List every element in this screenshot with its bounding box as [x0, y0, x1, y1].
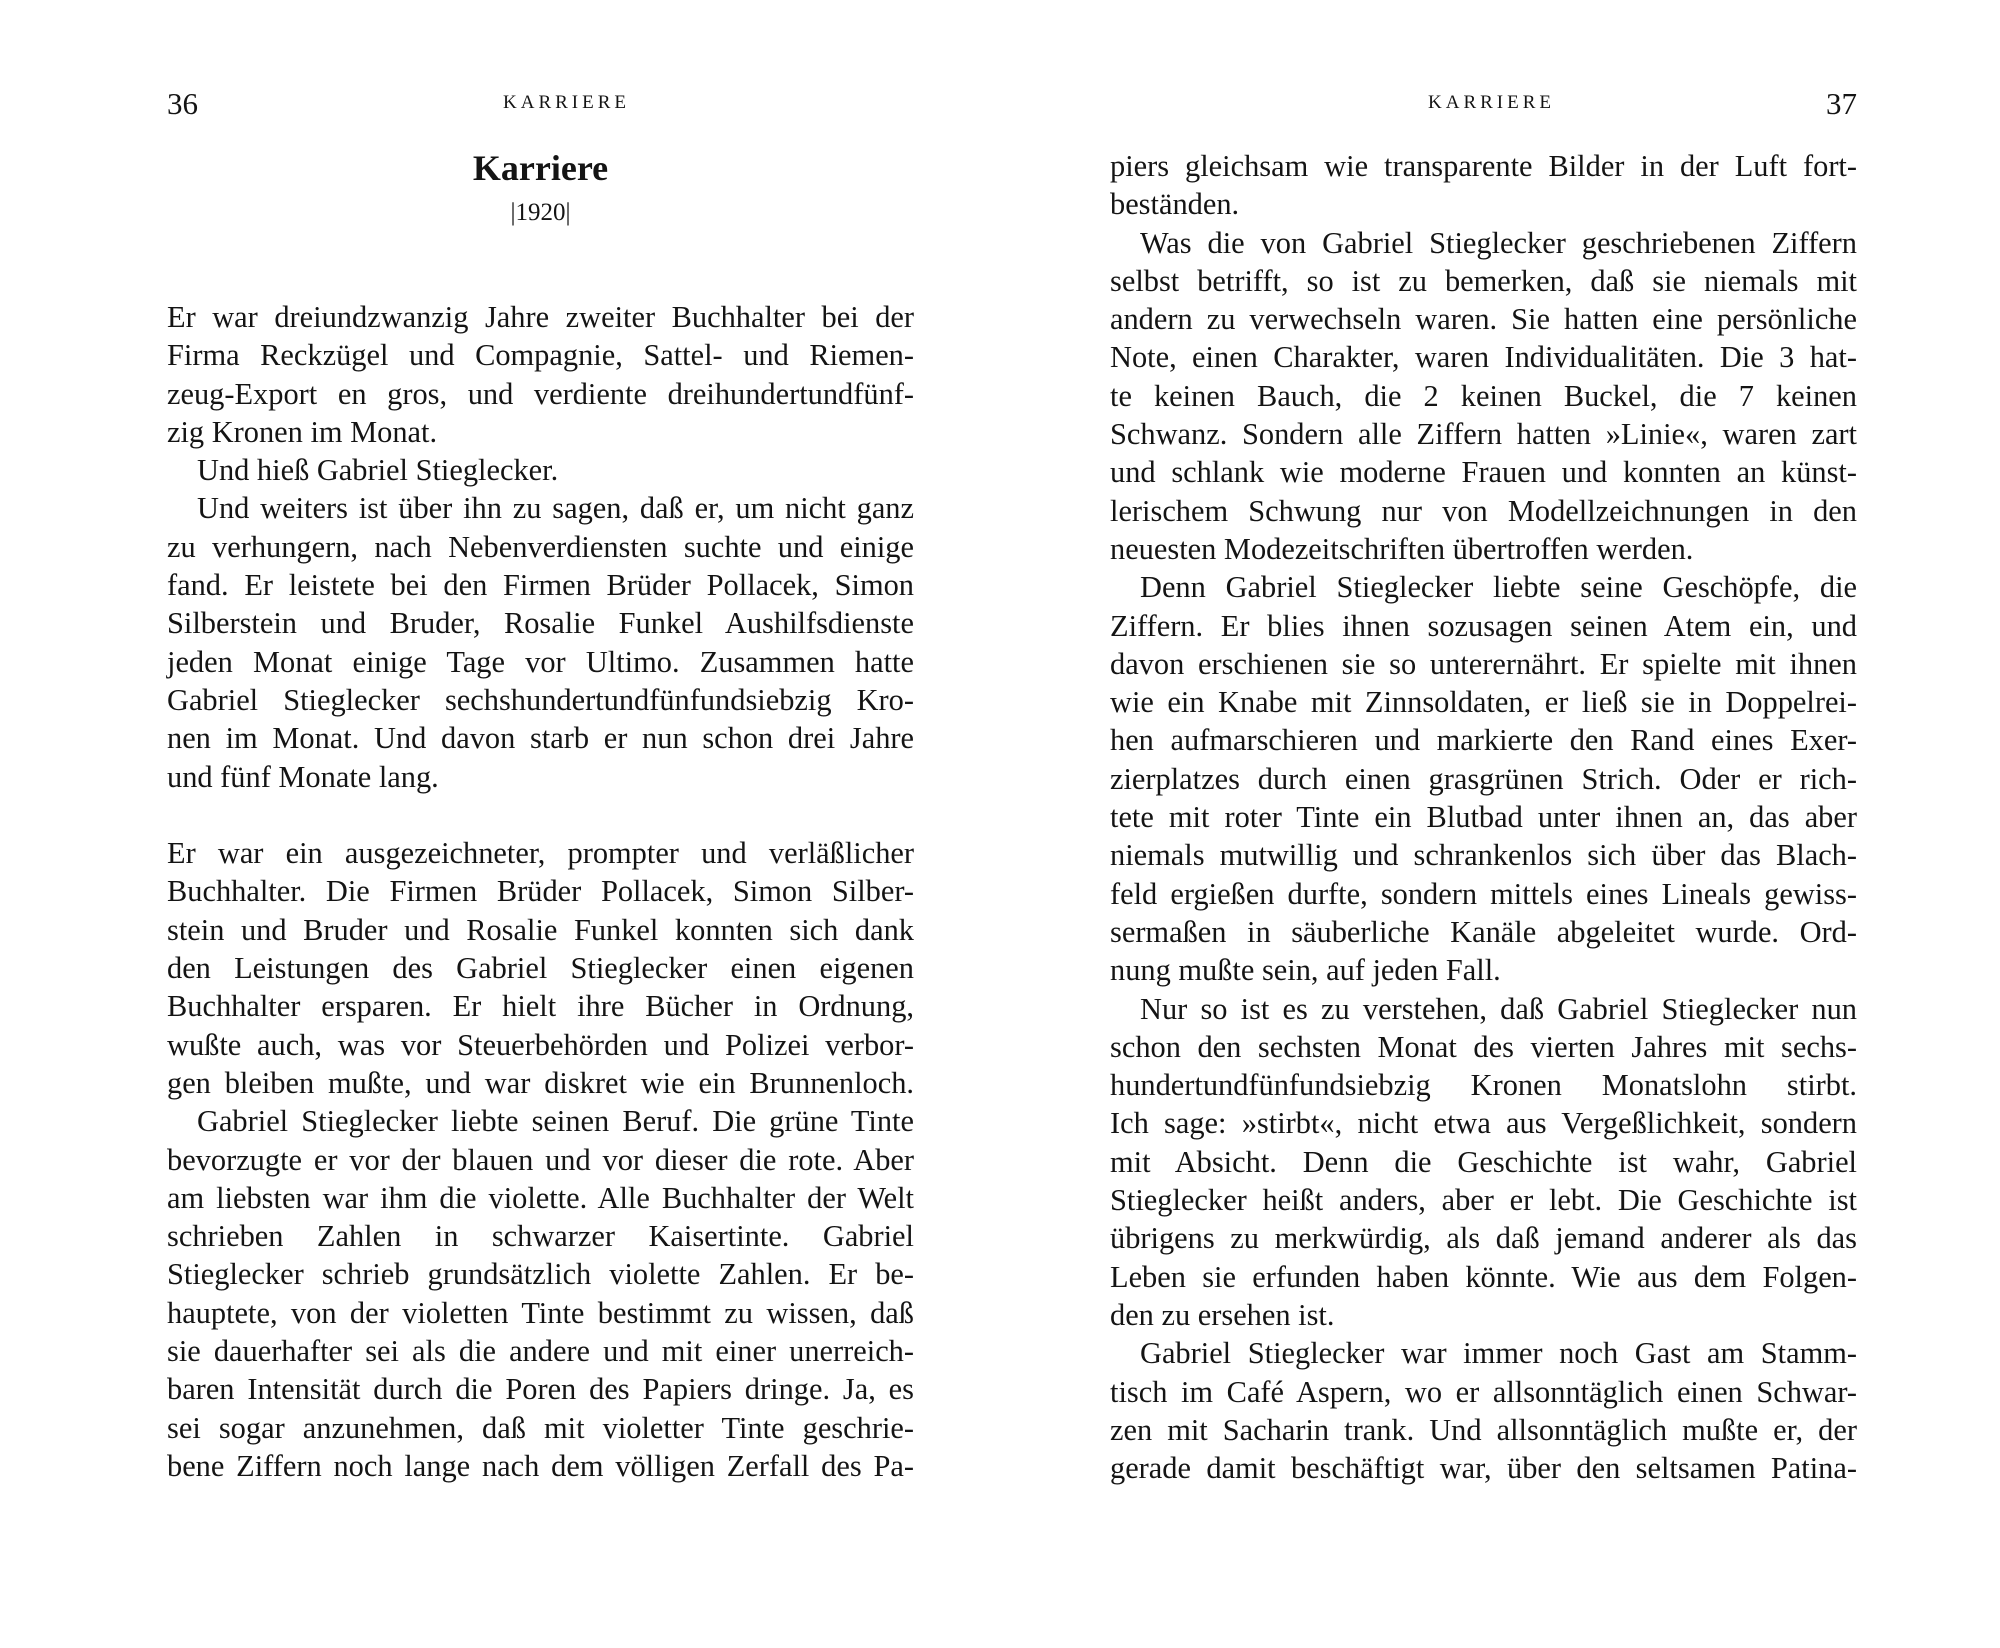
text-line: Leben sie erfunden haben könnte. Wie aus dem Folgen-: [1110, 1259, 1857, 1294]
text-line: Nur so ist es zu verstehen, daß Gabriel Stieglecker nun: [1140, 991, 1857, 1026]
text-line: den zu ersehen ist.: [1110, 1297, 1335, 1332]
text-line: Und weiters ist über ihn zu sagen, daß er, um nicht ganz: [197, 491, 914, 526]
text-line: bevorzugte er vor der blauen und vor dieser die rote. Aber: [167, 1142, 914, 1177]
text-line: hen aufmarschieren und markierte den Rand eines Exer-: [1110, 723, 1857, 758]
text-line: zu verhungern, nach Nebenverdiensten suchte und einige: [167, 529, 914, 564]
text-line: hauptete, von der violetten Tinte bestimmt zu wissen, daß: [167, 1295, 914, 1330]
body-text: [167, 298, 914, 1485]
left-page: [167, 0, 914, 1648]
text-line: zierplatzes durch einen grasgrünen Strich. Oder er rich-: [1110, 761, 1857, 796]
text-line: neuesten Modezeitschriften übertroffen werden.: [1110, 531, 1694, 566]
text-line: und fünf Monate lang.: [167, 759, 439, 794]
text-line: sermaßen in säuberliche Kanäle abgeleitet wurde. Ord-: [1110, 914, 1857, 949]
text-line: Er war dreiundzwanzig Jahre zweiter Buchhalter bei der: [167, 300, 914, 334]
text-line: tete mit roter Tinte ein Blutbad unter ihnen an, das aber: [1110, 800, 1857, 835]
text-line: jeden Monat einige Tage vor Ultimo. Zusammen hatte: [167, 644, 914, 679]
text-line: davon erschienen sie so unterernährt. Er spielte mit ihnen: [1110, 646, 1857, 681]
text-line: Er war ein ausgezeichneter, prompter und verläßlicher: [167, 836, 914, 871]
text-line: Gabriel Stieglecker war immer noch Gast am Stamm-: [1140, 1336, 1857, 1371]
text-line: am liebsten war ihm die violette. Alle Buchhalter der Welt: [167, 1180, 914, 1215]
text-line: den Leistungen des Gabriel Stieglecker einen eigenen: [167, 951, 914, 986]
text-line: Stieglecker schrieb grundsätzlich violette Zahlen. Er be-: [167, 1257, 914, 1292]
text-line: [167, 796, 914, 834]
text-line: stein und Bruder und Rosalie Funkel konnten sich dank: [167, 912, 914, 947]
text-line: feld ergießen durfte, sondern mittels eines Lineals gewiss-: [1110, 876, 1857, 911]
text-line: Silberstein und Bruder, Rosalie Funkel Aushilfsdienste: [167, 606, 914, 641]
text-line: Firma Reckzügel und Compagnie, Sattel- und Riemen-: [167, 338, 914, 373]
text-line: fand. Er leistete bei den Firmen Brüder Pollacek, Simon: [167, 568, 914, 603]
text-line: andern zu verwechseln waren. Sie hatten eine persönliche: [1110, 302, 1857, 337]
running-head: KARRIERE: [1428, 92, 1555, 113]
right-page: [1110, 0, 1857, 1648]
text-line: Buchhalter ersparen. Er hielt ihre Bücher in Ordnung,: [167, 989, 914, 1024]
page-number: 37: [1826, 86, 1857, 121]
text-line: Ziffern. Er blies ihnen sozusagen seinen Atem ein, und: [1110, 608, 1857, 643]
text-line: mit Absicht. Denn die Geschichte ist wahr, Gabriel: [1110, 1144, 1857, 1179]
text-line: Ich sage: »stirbt«, nicht etwa aus Vergeßlichkeit, sondern: [1110, 1106, 1857, 1141]
text-line: und schlank wie moderne Frauen und konnten an künst-: [1110, 455, 1857, 490]
text-line: zeug-Export en gros, und verdiente dreihundertundfünf-: [167, 376, 914, 411]
text-line: sie dauerhafter sei als die andere und mit einer unerreich-: [167, 1334, 914, 1369]
text-line: wie ein Knabe mit Zinnsoldaten, er ließ sie in Doppelrei-: [1110, 685, 1857, 720]
text-line: lerischem Schwung nur von Modellzeichnungen in den: [1110, 493, 1857, 528]
text-line: gerade damit beschäftigt war, über den seltsamen Patina-: [1110, 1451, 1857, 1486]
text-line: Stieglecker heißt anders, aber er lebt. Die Geschichte ist: [1110, 1183, 1857, 1218]
text-line: Gabriel Stieglecker sechshundertundfünfundsiebzig Kro-: [167, 682, 914, 717]
text-line: übrigens zu merkwürdig, als daß jemand anderer als das: [1110, 1221, 1857, 1256]
page-number: 36: [167, 86, 198, 121]
text-line: zig Kronen im Monat.: [167, 414, 438, 449]
text-line: bene Ziffern noch lange nach dem völligen Zerfall des Pa-: [167, 1448, 914, 1483]
text-line: Note, einen Charakter, waren Individualitäten. Die 3 hat-: [1110, 340, 1857, 375]
text-line: Und hieß Gabriel Stieglecker.: [197, 453, 559, 488]
text-line: Was die von Gabriel Stieglecker geschriebenen Ziffern: [1140, 225, 1857, 260]
text-line: schrieben Zahlen in schwarzer Kaisertinte. Gabriel: [167, 1219, 914, 1254]
text-line: Gabriel Stieglecker liebte seinen Beruf. Die grüne Tinte: [197, 1104, 914, 1139]
text-line: nung mußte sein, auf jeden Fall.: [1110, 953, 1501, 988]
text-line: sei sogar anzunehmen, daß mit violetter Tinte geschrie-: [167, 1410, 914, 1445]
text-line: schon den sechsten Monat des vierten Jahres mit sechs-: [1110, 1029, 1857, 1064]
body-text: [1110, 147, 1857, 1487]
text-line: hundertundfünfundsiebzig Kronen Monatslohn stirbt.: [1110, 1068, 1857, 1103]
text-line: gen bleiben mußte, und war diskret wie ein Brunnenloch.: [167, 1065, 914, 1100]
text-line: Buchhalter. Die Firmen Brüder Pollacek, Simon Silber-: [167, 874, 914, 909]
text-line: nen im Monat. Und davon starb er nun schon drei Jahre: [167, 721, 914, 756]
text-line: Denn Gabriel Stieglecker liebte seine Geschöpfe, die: [1140, 570, 1857, 605]
chapter-title: Karriere: [472, 148, 609, 188]
text-line: wußte auch, was vor Steuerbehörden und Polizei verbor-: [167, 1027, 914, 1062]
text-line: te keinen Bauch, die 2 keinen Buckel, die 7 keinen: [1110, 378, 1857, 413]
text-line: selbst betrifft, so ist zu bemerken, daß sie niemals mit: [1110, 263, 1857, 298]
text-line: piers gleichsam wie transparente Bilder in der Luft fort-: [1110, 149, 1857, 183]
text-line: niemals mutwillig und schrankenlos sich über das Blach-: [1110, 838, 1857, 873]
text-line: Schwanz. Sondern alle Ziffern hatten »Linie«, waren zart: [1110, 417, 1857, 452]
chapter-year: |1920|: [510, 199, 571, 226]
text-line: beständen.: [1110, 187, 1240, 222]
running-head: KARRIERE: [503, 92, 630, 113]
text-line: zen mit Sacharin trank. Und allsonntäglich mußte er, der: [1110, 1412, 1857, 1447]
text-line: tisch im Café Aspern, wo er allsonntäglich einen Schwar-: [1110, 1374, 1857, 1409]
text-line: baren Intensität durch die Poren des Papiers dringe. Ja, es: [167, 1372, 914, 1407]
